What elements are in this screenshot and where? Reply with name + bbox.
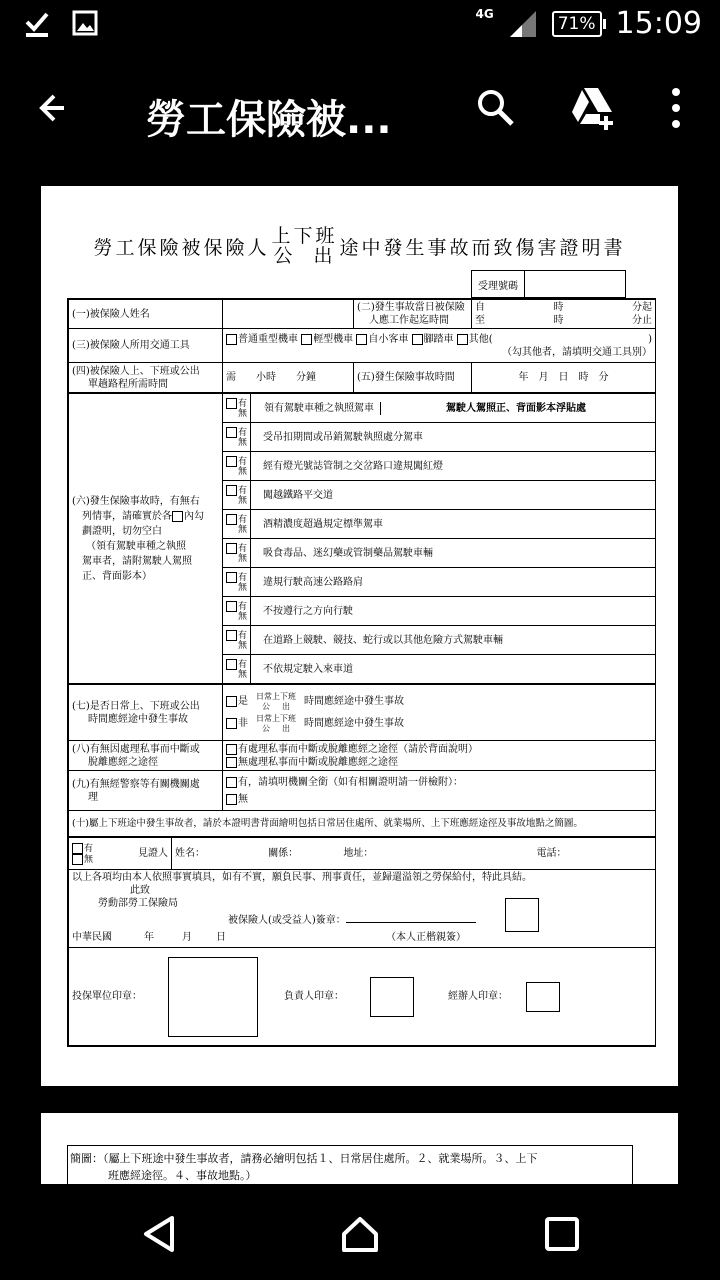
witness-address: 地址： xyxy=(343,848,374,859)
network-type: 4G xyxy=(475,6,494,21)
vehicle-opt-end: ) xyxy=(648,333,652,345)
yes-label-4: 有 xyxy=(238,515,248,525)
cond-label-2: 列情事，請確實於各 xyxy=(82,510,172,522)
witness-no: 無 xyxy=(84,854,94,865)
cond-example-box xyxy=(172,511,183,522)
signer-line[interactable] xyxy=(346,922,476,923)
row8-opt-2: 無處理私事而中斷或脫離應經之途徑 xyxy=(238,756,398,768)
cond-label-6: 正、背面影本） xyxy=(82,570,152,582)
small-top-1: 日常上下班 xyxy=(256,691,296,701)
yn-checkbox-5[interactable] xyxy=(223,539,251,568)
yes-label-1: 有 xyxy=(238,428,248,438)
small-top-2: 日常上下班 xyxy=(256,713,296,723)
yn-checkbox-2[interactable] xyxy=(223,452,251,481)
police-options[interactable] xyxy=(223,771,656,811)
yn-checkbox-8[interactable] xyxy=(223,626,251,655)
work-time-label-1: (二)發生事故當日被保險 xyxy=(357,302,465,313)
need-label: 需 xyxy=(226,372,236,383)
status-bar xyxy=(0,0,720,52)
vehicle-note: （勾其他者，請填明交通工具別） xyxy=(502,346,652,358)
more-vert-icon[interactable] xyxy=(664,86,688,130)
witness-cell[interactable] xyxy=(69,838,172,870)
checkbox-police-yes[interactable] xyxy=(226,777,237,788)
checkbox-yes-3[interactable] xyxy=(226,485,237,496)
commute7-label-1: (七)是否日常上、下班或公出 xyxy=(72,700,200,712)
vehicle-opt-3: 腳踏車 xyxy=(423,333,454,345)
sign-note: （本人正楷親簽） xyxy=(386,932,466,943)
signal-icon xyxy=(508,9,538,39)
form-title xyxy=(41,226,678,266)
signer-stamp-box[interactable] xyxy=(505,898,539,932)
yn-checkbox-0[interactable] xyxy=(223,394,251,423)
back-arrow-icon[interactable] xyxy=(34,86,78,130)
checkbox-witness-no[interactable] xyxy=(72,854,83,865)
row7-text-2: 時間應經途中發生事故 xyxy=(304,718,404,729)
handler-stamp-label: 經辦人印章： xyxy=(448,991,508,1002)
search-icon[interactable] xyxy=(474,86,518,130)
minute-end-label: 分止 xyxy=(632,315,652,326)
hours-label: 小時 xyxy=(256,372,276,383)
document-page-2[interactable] xyxy=(41,1113,678,1193)
form-table xyxy=(67,298,656,1047)
receipt-number-box xyxy=(471,270,626,298)
row8-opt-1: 有處理私事而中斷或脫離應經之途徑（請於背面說明） xyxy=(238,743,478,755)
license-attach-note: 駕駛人駕照正、背面影本浮貼處 xyxy=(380,402,651,415)
cond-label-4: （領有駕駛車種之執照 xyxy=(86,540,186,552)
title-stack-chu: 出 xyxy=(313,245,336,267)
commute-time-value[interactable] xyxy=(223,363,354,393)
commute-time-label xyxy=(69,363,223,393)
manager-stamp-box[interactable] xyxy=(370,977,414,1017)
handler-stamp-box[interactable] xyxy=(526,982,560,1012)
not-label: 非 xyxy=(238,718,248,729)
witness-details[interactable] xyxy=(172,838,656,870)
navigation-bar xyxy=(0,1184,720,1280)
witness-yes: 有 xyxy=(84,843,94,854)
no-label-7: 無 xyxy=(238,612,248,622)
vehicle-opt-2: 自小客車 xyxy=(368,333,409,345)
commute7-label-2: 時間應經途中發生事故 xyxy=(88,713,188,725)
checkbox-vehicle-1[interactable] xyxy=(301,334,312,345)
condition-item-7: 不按遵行之方向行駛 xyxy=(251,597,656,626)
checkbox-yes-1[interactable] xyxy=(226,427,237,438)
conditions-label xyxy=(69,394,223,684)
checkbox-private-no[interactable] xyxy=(226,757,237,768)
checkbox-police-no[interactable] xyxy=(226,794,237,805)
checkbox-not[interactable] xyxy=(226,718,237,729)
no-label-3: 無 xyxy=(238,496,248,506)
no-label-5: 無 xyxy=(238,554,248,564)
yes-label-6: 有 xyxy=(238,573,248,583)
no-label-8: 無 xyxy=(238,641,248,651)
declaration-bureau: 勞動部勞工保險局 xyxy=(98,898,178,909)
field-name-label: (一)被保險人姓名 xyxy=(69,300,223,329)
hour-label-1: 時 xyxy=(553,302,564,313)
date-year: 年 xyxy=(144,932,154,943)
yes-label-7: 有 xyxy=(238,602,248,612)
title-stack-top: 上下班 xyxy=(271,225,338,247)
minutes-label: 分鐘 xyxy=(296,372,316,383)
stamps-cell xyxy=(69,948,656,1046)
vehicle-options[interactable] xyxy=(223,329,656,363)
yn-checkbox-6[interactable] xyxy=(223,568,251,597)
yes-label-3: 有 xyxy=(238,486,248,496)
checkbox-is[interactable] xyxy=(226,696,237,707)
police-label xyxy=(69,771,223,811)
to-label: 至 xyxy=(475,315,485,326)
no-label-0: 無 xyxy=(238,409,248,419)
row9-label-1: (九)有無經警察等有關機關處 xyxy=(72,778,200,790)
app-bar xyxy=(0,52,720,164)
vehicle-opt-4: 其他( xyxy=(468,333,493,345)
from-label: 自 xyxy=(475,302,485,313)
no-label-1: 無 xyxy=(238,438,248,448)
small-gong-2: 公 xyxy=(262,723,270,733)
row9-label-2: 理 xyxy=(88,791,98,803)
receipt-label: 受理號碼 xyxy=(472,271,525,297)
battery-icon: 71% xyxy=(552,11,602,37)
minute-start-label: 分起 xyxy=(632,302,652,313)
vehicle-opt-0: 普通重型機車 xyxy=(238,333,298,345)
row8-label-2: 脫離應經之途徑 xyxy=(88,756,158,768)
checkbox-vehicle-3[interactable] xyxy=(412,334,423,345)
manager-stamp-label: 負責人印章： xyxy=(284,991,344,1002)
work-time-label-2: 人應工作起迄時間 xyxy=(369,315,449,326)
date-prefix: 中華民國 xyxy=(72,932,112,943)
work-time-label xyxy=(354,300,472,329)
recents-icon[interactable] xyxy=(542,1214,582,1254)
condition-item-1: 受吊扣期間或吊銷駕駛執照處分駕車 xyxy=(251,423,656,452)
no-label-9: 無 xyxy=(238,670,248,680)
small-gong-1: 公 xyxy=(262,701,270,711)
checkbox-vehicle-2[interactable] xyxy=(356,334,367,345)
title-stack xyxy=(271,226,337,266)
checkbox-yes-7[interactable] xyxy=(226,601,237,612)
condition-item-3: 闖越鐵路平交道 xyxy=(251,481,656,510)
checkbox-private-yes[interactable] xyxy=(226,744,237,755)
yes-label-8: 有 xyxy=(238,631,248,641)
row7-text-1: 時間應經途中發生事故 xyxy=(304,696,404,707)
witness-relation: 關係： xyxy=(268,848,299,859)
condition-item-0 xyxy=(251,394,656,423)
no-label-2: 無 xyxy=(238,467,248,477)
title-stack-gong: 公 xyxy=(273,245,296,267)
vehicle-label: (三)被保險人所用交通工具 xyxy=(69,329,223,363)
condition-item-4: 酒精濃度超過規定標準駕車 xyxy=(251,510,656,539)
yn-checkbox-1[interactable] xyxy=(223,423,251,452)
signer-label: 被保險人(或受益人)簽章： xyxy=(228,915,346,926)
no-label-4: 無 xyxy=(238,525,248,535)
commute-label-1: (四)被保險人上、下班或公出 xyxy=(72,365,200,377)
condition-item-6: 違規行駛高速公路路肩 xyxy=(251,568,656,597)
small-chu-2: 出 xyxy=(282,723,290,733)
date-day: 日 xyxy=(216,932,226,943)
document-title: 勞工保險被... xyxy=(146,97,392,143)
witness-label: 見證人 xyxy=(138,848,168,859)
yn-checkbox-4[interactable] xyxy=(223,510,251,539)
condition-item-8: 在道路上競駛、競技、蛇行或以其他危險方式駕駛車輛 xyxy=(251,626,656,655)
title-left: 勞工保險被保險人 xyxy=(93,236,270,259)
yes-label-0: 有 xyxy=(238,399,248,409)
yn-checkbox-9[interactable] xyxy=(223,655,251,684)
regular-commute-options[interactable] xyxy=(223,685,656,741)
accident-time-value[interactable]: 年 月 日 時 分 xyxy=(472,363,656,393)
yes-label-2: 有 xyxy=(238,457,248,467)
row9-opt-1: 有，請填明機關全銜（如有相關證明請一併檢附）： xyxy=(238,776,463,788)
is-label: 是 xyxy=(238,696,248,707)
download-done-icon xyxy=(24,10,50,38)
checkbox-yes-4[interactable] xyxy=(226,514,237,525)
checkbox-witness-yes[interactable] xyxy=(72,843,83,854)
condition-item-9: 不依規定駛入來車道 xyxy=(251,655,656,684)
checkbox-yes-2[interactable] xyxy=(226,456,237,467)
work-time-value[interactable] xyxy=(472,300,656,329)
cond-text-0: 領有駕駛車種之執照駕車 xyxy=(264,402,374,414)
small-chu-1: 出 xyxy=(282,701,290,711)
date-month: 月 xyxy=(182,932,192,943)
clock: 15:09 xyxy=(615,6,702,41)
yn-checkbox-3[interactable] xyxy=(223,481,251,510)
checkbox-yes-5[interactable] xyxy=(226,543,237,554)
private-matter-options[interactable] xyxy=(223,741,656,771)
sketch-instruction: (十)屬上下班途中發生事故者，請於本證明書背面繪明包括日常居住處所、就業場所、上下班應經途徑及事故地點之簡圖。 xyxy=(69,811,656,837)
cond-label-1: (六)發生保險事故時，有無右 xyxy=(72,495,200,507)
commute-label-2: 單趟路程所需時間 xyxy=(88,378,168,390)
cond-label-3: 劃證明，切勿空白 xyxy=(82,525,162,537)
checkbox-vehicle-4[interactable] xyxy=(457,334,468,345)
sketch-heading-2: 班應經途徑。４、事故地點。） xyxy=(108,1169,257,1182)
unit-stamp-box[interactable] xyxy=(168,957,258,1037)
witness-name: 姓名： xyxy=(175,848,205,859)
checkbox-yes-6[interactable] xyxy=(226,572,237,583)
back-triangle-icon[interactable] xyxy=(140,1214,180,1254)
regular-commute-label xyxy=(69,685,223,741)
unit-stamp-label: 投保單位印章： xyxy=(72,991,142,1002)
witness-phone: 電話： xyxy=(536,848,567,859)
document-page-1[interactable] xyxy=(41,186,678,1086)
row8-label-1: (八)有無因處理私事而中斷或 xyxy=(72,743,200,755)
condition-item-5: 吸食毒品、迷幻藥或管制藥品駕駛車輛 xyxy=(251,539,656,568)
condition-item-2: 經有燈光號誌管制之交岔路口違規闖紅燈 xyxy=(251,452,656,481)
yes-label-9: 有 xyxy=(238,660,248,670)
declaration-cell xyxy=(69,870,656,948)
cond-label-2b: 內勾 xyxy=(184,510,204,522)
title-right: 途中發生事故而致傷害證明書 xyxy=(339,236,626,259)
yn-checkbox-7[interactable] xyxy=(223,597,251,626)
checkbox-vehicle-0[interactable] xyxy=(226,334,237,345)
accident-time-label: (五)發生保險事故時間 xyxy=(354,363,472,393)
checkbox-yes-0[interactable] xyxy=(226,398,237,409)
row9-opt-2: 無 xyxy=(238,793,248,805)
sketch-heading-1: 簡圖：（屬上下班途中發生事故者，請務必繪明包括１、日常居住處所。２、就業場所。３、上下 xyxy=(70,1152,538,1165)
declaration-text: 以上各項均由本人依照事實填具，如有不實，願負民事、刑事責任，並歸還溢領之勞保給付，特此具結。 xyxy=(72,872,532,883)
drive-add-icon[interactable] xyxy=(568,82,618,132)
vehicle-opt-1: 輕型機車 xyxy=(313,333,354,345)
hour-label-2: 時 xyxy=(553,315,564,326)
no-label-6: 無 xyxy=(238,583,248,593)
checkbox-yes-9[interactable] xyxy=(226,659,237,670)
checkbox-yes-8[interactable] xyxy=(226,630,237,641)
cond-label-5: 駕車者，請附駕駛人駕照 xyxy=(82,555,192,567)
field-name-value[interactable] xyxy=(223,300,354,329)
private-matter-label xyxy=(69,741,223,771)
yes-label-5: 有 xyxy=(238,544,248,554)
image-icon xyxy=(72,10,98,36)
declaration-to: 此致 xyxy=(130,885,150,896)
home-icon[interactable] xyxy=(340,1214,380,1254)
